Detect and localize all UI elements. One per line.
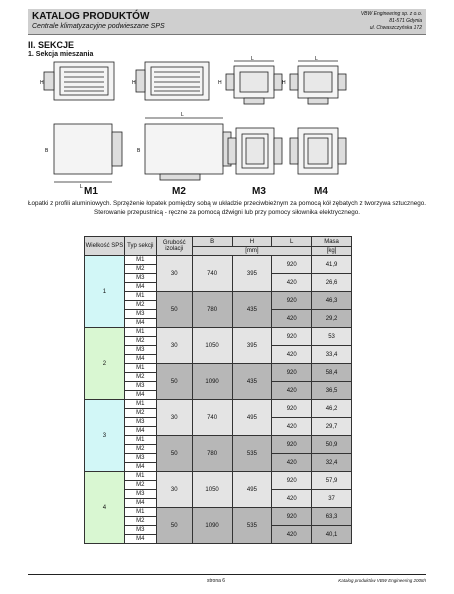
type-cell: M1	[124, 364, 156, 373]
type-cell: M3	[124, 526, 156, 535]
length-cell: 420	[272, 274, 312, 292]
dim-b-m2: B	[137, 148, 141, 154]
mass-cell: 63,3	[312, 508, 352, 526]
length-cell: 920	[272, 364, 312, 382]
length-cell: 420	[272, 382, 312, 400]
col-mass: Masa	[312, 237, 352, 247]
dim-h-m2: H	[132, 80, 136, 86]
m3-top-view	[226, 61, 282, 104]
dim-l-m3: L	[251, 56, 254, 62]
dim-cell-h: 395	[232, 328, 272, 364]
mass-cell: 46,3	[312, 292, 352, 310]
dim-cell-iso: 30	[156, 472, 192, 508]
type-cell: M1	[124, 328, 156, 337]
col-insulation: Grubość izolacji	[156, 237, 192, 256]
catalog-header	[28, 9, 426, 35]
dim-cell-b: 1050	[192, 328, 232, 364]
dim-h-m4: H	[282, 80, 286, 86]
dim-h-m1: H	[40, 80, 44, 86]
dim-cell-iso: 30	[156, 400, 192, 436]
type-cell: M3	[124, 346, 156, 355]
type-cell: M2	[124, 445, 156, 454]
mass-cell: 41,9	[312, 256, 352, 274]
dim-cell-b: 740	[192, 256, 232, 292]
dim-cell-b: 1050	[192, 472, 232, 508]
model-label-m1: M1	[84, 186, 98, 197]
mixing-section-bottom-drawings	[40, 112, 440, 188]
table-row	[85, 436, 352, 445]
dim-cell-h: 495	[232, 472, 272, 508]
type-cell: M4	[124, 355, 156, 364]
type-cell: M2	[124, 481, 156, 490]
table-row	[85, 292, 352, 301]
type-cell: M1	[124, 256, 156, 265]
mass-cell: 33,4	[312, 346, 352, 364]
type-cell: M2	[124, 517, 156, 526]
size-cell: 3	[85, 400, 125, 472]
mass-cell: 46,2	[312, 400, 352, 418]
type-cell: M3	[124, 490, 156, 499]
dim-cell-h: 535	[232, 508, 272, 544]
dim-cell-b: 780	[192, 436, 232, 472]
table-row	[85, 508, 352, 517]
m4-side-view	[290, 128, 346, 174]
dim-cell-h: 435	[232, 292, 272, 328]
dim-cell-h: 535	[232, 436, 272, 472]
company-street: ul. Chwaszczyńska 172	[369, 25, 422, 31]
m4-top-view	[290, 61, 346, 104]
dim-cell-iso: 30	[156, 328, 192, 364]
dim-h-m3: H	[218, 80, 222, 86]
type-cell: M3	[124, 310, 156, 319]
type-cell: M2	[124, 265, 156, 274]
length-cell: 920	[272, 472, 312, 490]
type-cell: M4	[124, 499, 156, 508]
type-cell: M3	[124, 454, 156, 463]
m2-side-view	[145, 118, 231, 180]
footer-rule	[28, 574, 426, 575]
table-row	[85, 472, 352, 481]
dim-cell-h: 395	[232, 256, 272, 292]
table-row	[85, 400, 352, 409]
length-cell: 920	[272, 508, 312, 526]
model-label-m2: M2	[172, 186, 186, 197]
size-cell: 2	[85, 328, 125, 400]
dim-cell-b: 740	[192, 400, 232, 436]
type-cell: M2	[124, 301, 156, 310]
type-cell: M2	[124, 337, 156, 346]
section-title: II. SEKCJE	[28, 40, 75, 50]
mass-cell: 50,9	[312, 436, 352, 454]
type-cell: M2	[124, 409, 156, 418]
mass-cell: 32,4	[312, 454, 352, 472]
dim-l-m1: L	[80, 184, 83, 190]
dim-cell-iso: 50	[156, 364, 192, 400]
length-cell: 420	[272, 418, 312, 436]
size-cell: 1	[85, 256, 125, 328]
length-cell: 920	[272, 292, 312, 310]
type-cell: M4	[124, 391, 156, 400]
type-cell: M4	[124, 427, 156, 436]
dim-l-m2: L	[181, 112, 184, 118]
length-cell: 420	[272, 310, 312, 328]
length-cell: 920	[272, 436, 312, 454]
type-cell: M4	[124, 463, 156, 472]
col-h: H	[232, 237, 272, 247]
dim-cell-iso: 50	[156, 292, 192, 328]
model-label-m4: M4	[314, 186, 328, 197]
page-number: strona 6	[207, 578, 226, 584]
m1-side-view	[54, 124, 122, 182]
type-cell: M1	[124, 400, 156, 409]
length-cell: 420	[272, 490, 312, 508]
dim-cell-b: 1090	[192, 364, 232, 400]
m3-side-view	[228, 128, 282, 174]
type-cell: M1	[124, 472, 156, 481]
col-size: Wielkość SPS	[85, 237, 125, 256]
catalog-subtitle: Centrale klimatyzacyjne podwieszane SPS	[32, 23, 165, 30]
mass-cell: 53	[312, 328, 352, 346]
mass-cell: 36,5	[312, 382, 352, 400]
section-subtitle: 1. Sekcja mieszania	[28, 51, 94, 58]
dim-cell-iso: 50	[156, 508, 192, 544]
mass-cell: 58,4	[312, 364, 352, 382]
catalog-edition: Katalog produktów VBW Engineering 2008/I	[338, 578, 426, 583]
dim-cell-b: 780	[192, 292, 232, 328]
mass-cell: 40,1	[312, 526, 352, 544]
dim-cell-h: 435	[232, 364, 272, 400]
specification-table	[84, 236, 352, 544]
length-cell: 920	[272, 256, 312, 274]
type-cell: M4	[124, 283, 156, 292]
mass-cell: 29,2	[312, 310, 352, 328]
dim-l-m4: L	[315, 56, 318, 62]
m2-front-view	[136, 62, 209, 100]
company-city: 81-571 Gdynia	[389, 18, 422, 24]
col-l: L	[272, 237, 312, 247]
table-row	[85, 328, 352, 337]
mass-cell: 57,9	[312, 472, 352, 490]
size-cell: 4	[85, 472, 125, 544]
table-row	[85, 256, 352, 265]
length-cell: 920	[272, 400, 312, 418]
section-description: Łopatki z profili aluminiowych. Sprzężenie łopatek pomiędzy sobą w układzie przeciwbieżnym za pomocą kół zębatych z tworzywa sztucznego. Sterowanie przepustnicą - ręczne za pomocą dźwigni lub przy pomocy siłownika elektrycznego.	[28, 200, 426, 216]
type-cell: M3	[124, 382, 156, 391]
dim-cell-iso: 50	[156, 436, 192, 472]
mass-cell: 37	[312, 490, 352, 508]
length-cell: 420	[272, 526, 312, 544]
type-cell: M4	[124, 535, 156, 544]
m1-front-view	[44, 62, 114, 100]
type-cell: M1	[124, 292, 156, 301]
type-cell: M2	[124, 373, 156, 382]
unit-kg: [kg]	[312, 247, 352, 256]
model-label-m3: M3	[252, 186, 266, 197]
dim-cell-h: 495	[232, 400, 272, 436]
type-cell: M3	[124, 418, 156, 427]
dim-cell-b: 1090	[192, 508, 232, 544]
col-type: Typ sekcji	[124, 237, 156, 256]
mass-cell: 29,7	[312, 418, 352, 436]
type-cell: M3	[124, 274, 156, 283]
catalog-title: KATALOG PRODUKTÓW	[32, 11, 150, 22]
table-row	[85, 364, 352, 373]
length-cell: 420	[272, 454, 312, 472]
length-cell: 420	[272, 346, 312, 364]
mass-cell: 26,6	[312, 274, 352, 292]
unit-mm: [mm]	[192, 247, 311, 256]
type-cell: M1	[124, 508, 156, 517]
type-cell: M1	[124, 436, 156, 445]
dim-cell-iso: 30	[156, 256, 192, 292]
mixing-section-top-drawings	[40, 56, 440, 110]
type-cell: M4	[124, 319, 156, 328]
col-b: B	[192, 237, 232, 247]
dim-b-m1: B	[45, 148, 49, 154]
length-cell: 920	[272, 328, 312, 346]
company-name: VBW Engineering sp. z o.o.	[360, 11, 422, 17]
